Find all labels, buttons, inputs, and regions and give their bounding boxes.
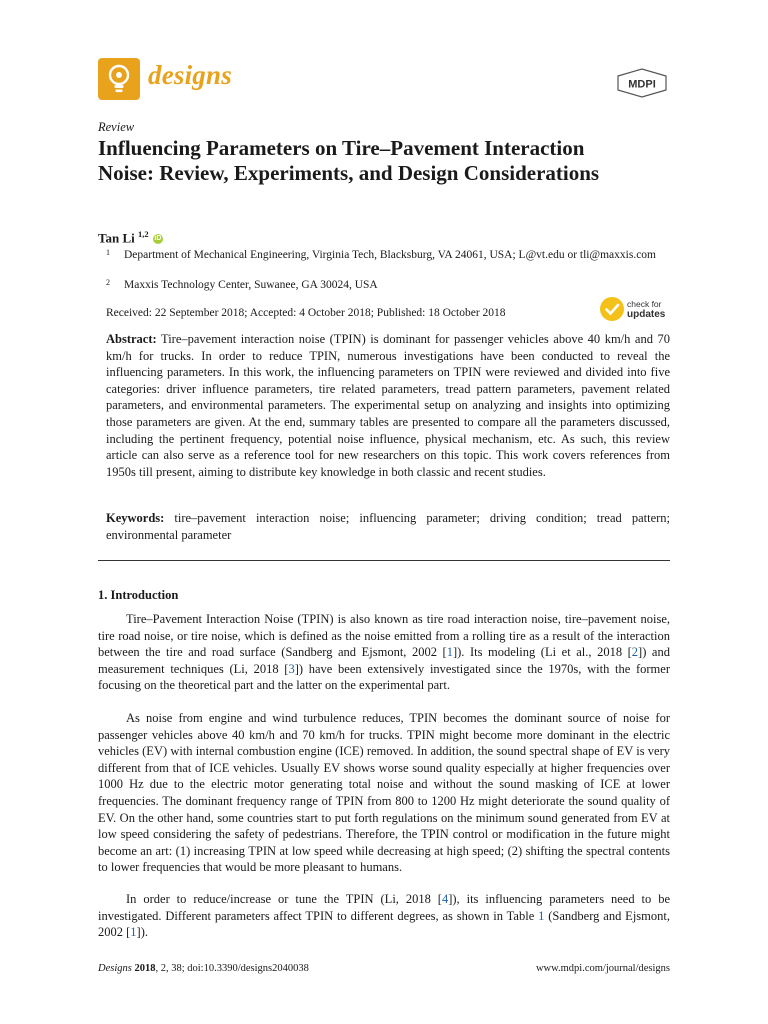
text-run: ]), its influencing parameters need to be investigated. Different parameters affect TPIN to different degrees, as shown in Table — [98, 892, 671, 923]
footer-citation — [98, 963, 309, 974]
abstract-label: Abstract: — [106, 332, 157, 346]
abstract — [106, 331, 670, 480]
intro-paragraph-2: As noise from engine and wind turbulence reduces, TPIN becomes the dominant source of noise for passenger vehicles above 40 km/h and 70 km/h for trucks. TPIN might become more dominant in the electric vehicles (EV) with internal combustion engine (ICE) removed. In addition, the sound spectral shape of EV is very different from that of ICE vehicles. Usually EV shows worse sound quality especially at higher frequencies over 1000 Hz due to the electric motor generating total noise and without the sound masking of ICE at lower frequencies. The dominant frequency range of TPIN from 800 to 1200 Hz might deteriorate the sound quality of EV. On the other hand, some countries start to put forth regulations on the minimum sound generated from EV at low speed considering the safety of pedestrians. Therefore, the TPIN control or modification in the future might become an art: (1) increasing TPIN at low speed while decreasing at high speed; (2) shifting the spectral contents to lower frequencies that would be more pleasant to humans. — [98, 711, 670, 875]
mdpi-logo-icon — [614, 68, 670, 98]
author-affil-marks: 1,2 — [138, 229, 149, 239]
text-run: ]) have been extensively investigated since the 1970s, with the former focusing on the theoretical part and the latter on the experimental part. — [98, 661, 670, 693]
text-run: ]) and measurement techniques (Li, 2018 [ — [98, 645, 670, 676]
check-updates-icon — [600, 297, 624, 321]
publisher-name: MDPI — [628, 78, 656, 91]
footer-url[interactable]: www.mdpi.com/journal/designs — [535, 963, 670, 974]
text-run: In order to reduce/increase or tune the TPIN (Li, 2018 [ — [126, 892, 442, 906]
citation-link[interactable]: 2 — [631, 645, 639, 660]
article-title: Influencing Parameters on Tire–Pavement Interaction Noise: Review, Experiments, and Design Considerations — [98, 136, 600, 185]
affiliation-text: Maxxis Technology Center, Suwanee, GA 30024, USA — [124, 279, 378, 291]
intro-paragraph-1 — [98, 611, 670, 694]
text-run: (Sandberg and Ejsmont, 2002 [ — [98, 908, 670, 940]
affiliation-number: 1 — [106, 248, 110, 257]
keywords-text: tire–pavement interaction noise; influencing parameter; driving condition; tread pattern; environmental parameter — [106, 511, 671, 542]
article-type: Review — [98, 120, 135, 134]
footer-year: 2018 — [134, 963, 156, 974]
orcid-icon[interactable]: iD — [154, 235, 162, 243]
journal-header — [98, 58, 670, 104]
author-name: Tan Li — [98, 230, 135, 246]
table-link[interactable]: 1 — [538, 908, 545, 923]
keywords — [106, 510, 670, 543]
citation-link[interactable]: 1 — [130, 925, 137, 940]
footer-doi: , 2, 38; doi:10.3390/designs2040038 — [155, 963, 309, 974]
text-run: Tire–Pavement Interaction Noise (TPIN) is also known as tire road interaction noise, tire–pavement noise, tire road noise, or tire noise, which is defined as the noise emitted from a rolling tire as a result of the interaction between the tire and road surface (Sandberg and Ejsmont, 2002 [ — [98, 612, 670, 660]
affiliation-number: 2 — [106, 278, 110, 287]
citation-link[interactable]: 4 — [441, 892, 449, 906]
author-line — [98, 229, 163, 246]
journal-name: designs — [148, 60, 232, 90]
text-run: ]). — [136, 925, 148, 940]
designs-logo-icon — [98, 58, 140, 100]
check-updates-text — [627, 299, 665, 320]
text-run: ]). Its modeling (Li et al., 2018 [ — [452, 645, 632, 660]
intro-paragraph-3 — [98, 891, 670, 941]
check-for-updates-badge[interactable] — [600, 297, 672, 323]
publication-dates: Received: 22 September 2018; Accepted: 4 October 2018; Published: 18 October 2018 — [106, 307, 506, 319]
abstract-text: Tire–pavement interaction noise (TPIN) is dominant for passenger vehicles above 40 km/h and 70 km/h for trucks. In order to reduce TPIN, numerous investigations have been conducted to reveal the influencing parameters. In this work, the influencing parameters on TPIN were reviewed and divided into five categories: driver influence parameters, tire related parameters, tread pattern parameters, pavement related parameters, and environmental parameters. The experimental setup on analyzing and insights into optimizing those parameters are given. At the end, summary tables are presented to compare all the parameters discussed, including the pertinent frequency, potential noise influence, physical mechanism, etc. As such, this review article can also serve as a reference tool for new researchers on this topic. This work covers references from 1950s till present, aiming to distribute key knowledge in both classic and recent studies. — [106, 332, 670, 479]
affiliation-text: Department of Mechanical Engineering, Virginia Tech, Blacksburg, VA 24061, USA; L@vt.edu or tli@maxxis.com — [124, 249, 656, 261]
citation-link[interactable]: 3 — [288, 661, 295, 676]
citation-link[interactable]: 1 — [446, 645, 453, 660]
check-updates-line2: updates — [627, 309, 666, 320]
section-divider — [98, 560, 670, 561]
keywords-label: Keywords: — [106, 511, 165, 525]
section-heading-introduction: 1. Introduction — [98, 588, 179, 602]
check-updates-line1: check for — [627, 299, 662, 309]
footer-journal: Designs — [98, 963, 132, 974]
